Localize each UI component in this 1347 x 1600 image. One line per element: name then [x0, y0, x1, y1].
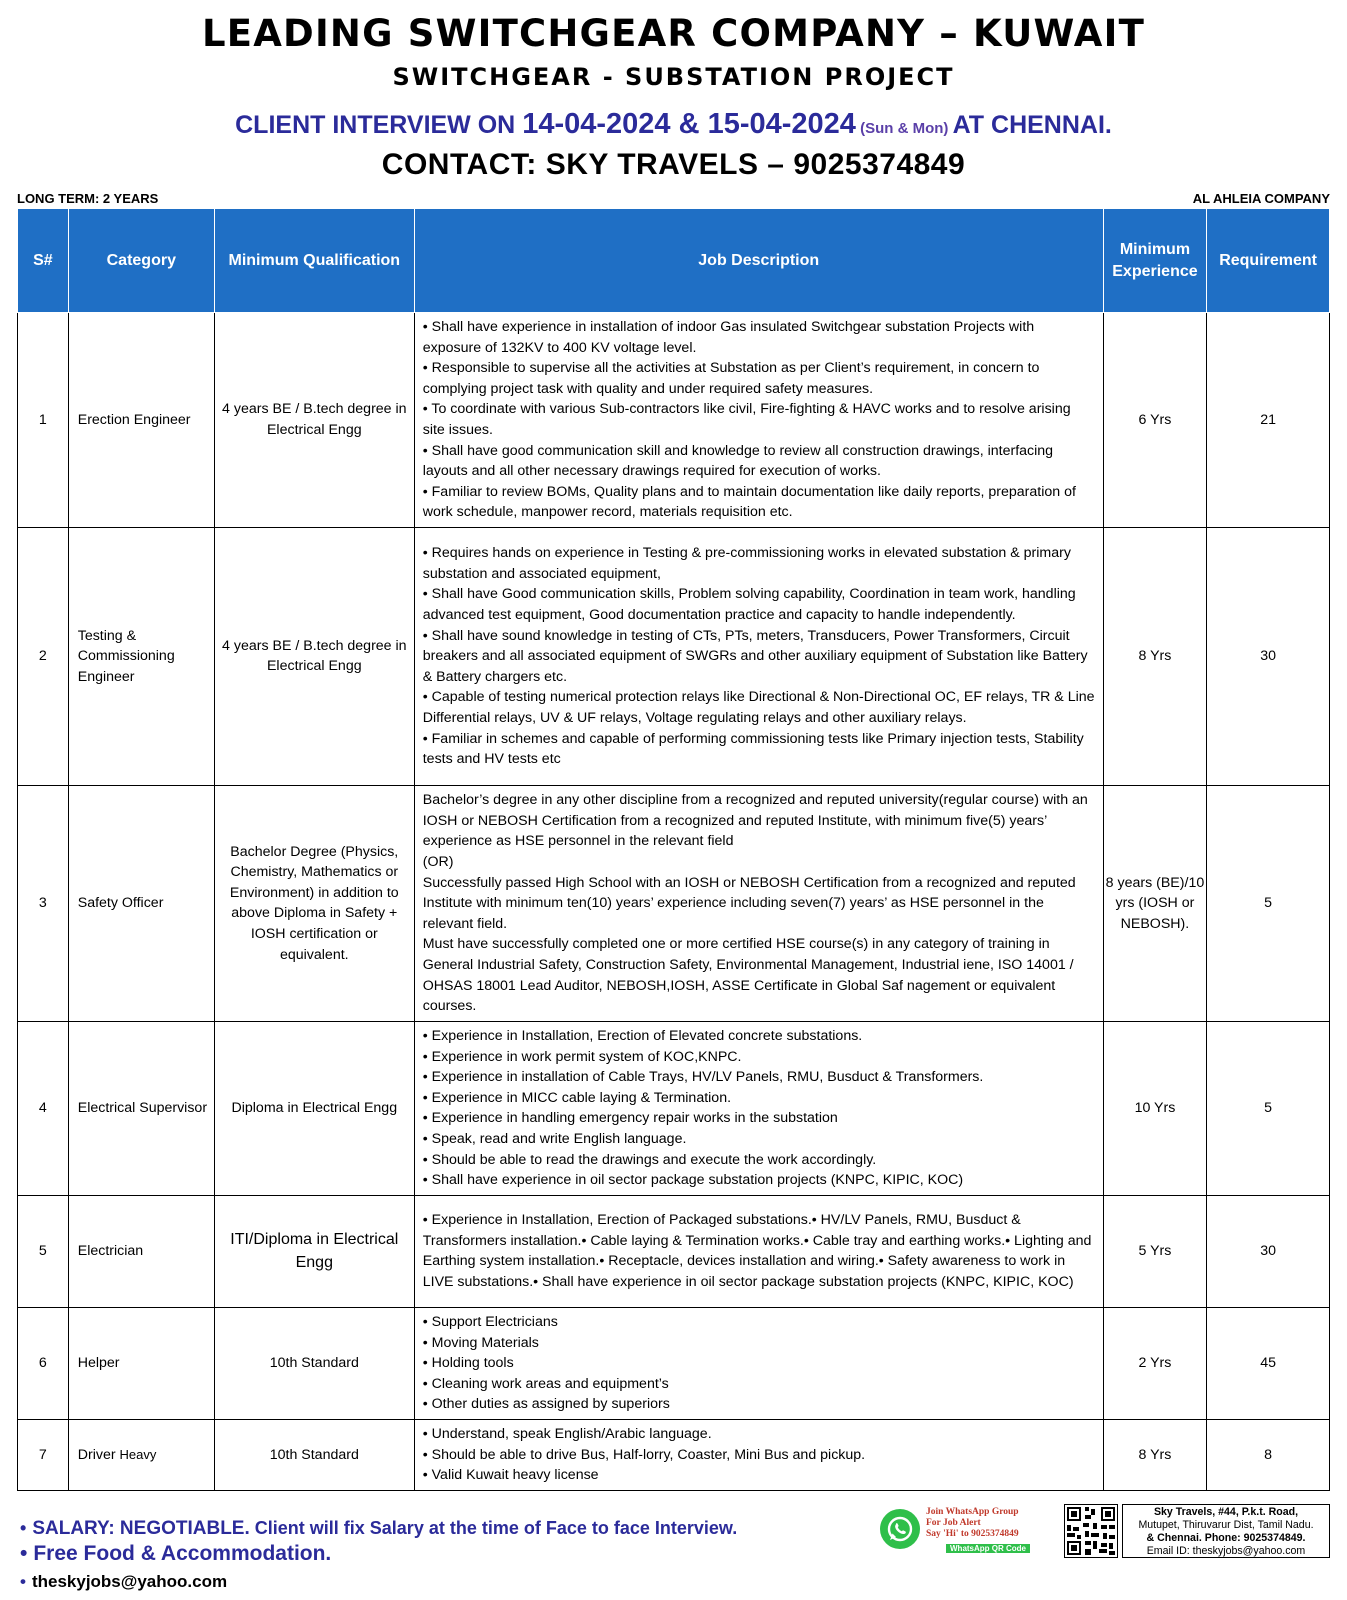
requirement: 5 — [1207, 785, 1330, 1021]
description-line: • Shall have experience in installation of indoor Gas insulated Switchgear substation Projects with exposure of 132KV to 400 KV voltage level. — [422, 319, 1035, 356]
table-row — [18, 1021, 1330, 1195]
contact-line: CONTACT: SKY TRAVELS – 9025374849 — [381, 148, 966, 181]
description-line: (OR) — [422, 853, 454, 870]
requirement: 30 — [1207, 1195, 1330, 1307]
description-line: • Moving Materials — [422, 1334, 539, 1351]
serial-number: 7 — [18, 1419, 69, 1490]
table-row — [18, 313, 1330, 528]
description-line: • Experience in Installation, Erection of Packaged substations.• HV/LV Panels, RMU, Busduct & Transformers installation.• Cable laying & Termination works.• Cable tray and earthing works.• Lighting and Earthing system installation.• Receptacle, devices installation and wiring.• Safety awareness to work in LIVE substations.• Shall have experience in oil sector package substation projects (KNPC, KIPIC, KOC) — [422, 1212, 1092, 1291]
table-row — [18, 527, 1330, 785]
qualification: Diploma in Electrical Engg — [214, 1021, 414, 1195]
description-line: • Capable of testing numerical protection relays like Directional & Non-Directional OC, EF relays, TR & Line Differential relays, UV & UF relays, Voltage regulating relays and other auxiliary relays. — [422, 689, 1095, 726]
description-line: • Valid Kuwait heavy license — [422, 1467, 599, 1484]
min-experience: 2 Yrs — [1103, 1307, 1206, 1419]
requirement: 5 — [1207, 1021, 1330, 1195]
serial-number: 1 — [18, 313, 69, 528]
description-line: • Shall have sound knowledge in testing of CTs, PTs, meters, Transducers, Power Transformers, Circuit breakers and all associated equipment of SWGRs and other auxiliary equipment of Substation like Battery & Battery chargers etc. — [422, 627, 1088, 685]
description-line: • Experience in MICC cable laying & Termination. — [422, 1089, 732, 1106]
long-term-label: LONG TERM: 2 YEARS — [17, 191, 159, 206]
job-description — [414, 1021, 1103, 1195]
table-row — [18, 1195, 1330, 1307]
description-line: • Shall have experience in oil sector package substation projects (KNPC, KIPIC, KOC) — [422, 1172, 964, 1189]
qr-code-icon[interactable] — [1064, 1504, 1118, 1558]
qualification: 10th Standard — [214, 1307, 414, 1419]
description-line: Successfully passed High School with an IOSH or NEBOSH Certification from a recognized and reputed Institute with minimum ten(10) years’ experience including seven(7) years’ as HSE personnel in the relevant field. — [422, 874, 1076, 932]
description-line: • Shall have Good communication skills, Problem solving capability, Coordination in team work, handling advanced test equipment, Good documentation practice and capacity to handle independently. — [422, 586, 1076, 623]
description-line: • Familiar to review BOMs, Quality plans and to maintain documentation like daily reports, preparation of work schedule, manpower record, materials requisition etc. — [422, 483, 1076, 521]
description-line: • Should be able to read the drawings and execute the work accordingly. — [422, 1151, 877, 1168]
column-header: Minimum Experience — [1103, 209, 1206, 313]
qualification: Bachelor Degree (Physics, Chemistry, Mathematics or Environment) in addition to above Diploma in Safety + IOSH certification or equivalent. — [214, 785, 414, 1021]
min-experience: 8 Yrs — [1103, 1419, 1206, 1490]
serial-number: 5 — [18, 1195, 69, 1307]
requirement: 30 — [1207, 527, 1330, 785]
category-name: Driver — [77, 1446, 116, 1463]
min-experience: 8 years (BE)/10 yrs (IOSH or NEBOSH). — [1103, 785, 1206, 1021]
column-header: Category — [68, 209, 214, 313]
category: Electrician — [68, 1195, 214, 1307]
whatsapp-text: Join WhatsApp Group For Job Alert Say 'Hi' to 9025374849 — [926, 1507, 1019, 1539]
email-line[interactable]: • theskyjobs@yahoo.com — [20, 1572, 228, 1591]
qualification: 4 years BE / B.tech degree in Electrical Engg — [214, 527, 414, 785]
column-header: Minimum Qualification — [214, 209, 414, 313]
description-line: • Support Electricians — [422, 1313, 558, 1330]
category: Testing & Commissioning Engineer — [68, 527, 214, 785]
qualification: 10th Standard — [214, 1419, 414, 1490]
qualification: ITI/Diploma in Electrical Engg — [214, 1195, 414, 1307]
table-row — [18, 1307, 1330, 1419]
qualification: 4 years BE / B.tech degree in Electrical Engg — [214, 313, 414, 528]
serial-number: 6 — [18, 1307, 69, 1419]
table-row — [18, 785, 1330, 1021]
min-experience: 5 Yrs — [1103, 1195, 1206, 1307]
whatsapp-qr-tag: WhatsApp QR Code — [946, 1544, 1030, 1553]
category-suffix: Heavy — [119, 1446, 157, 1462]
description-line: • Other duties as assigned by superiors — [422, 1396, 670, 1413]
requirement: 21 — [1207, 313, 1330, 528]
interview-line: CLIENT INTERVIEW ON 14-04-2024 & 15-04-2024 (Sun & Mon) AT CHENNAI. — [235, 108, 1112, 140]
description-line: • Requires hands on experience in Testing & pre-commissioning works in elevated substation & primary substation and associated equipment, — [422, 545, 1071, 582]
job-description — [414, 313, 1103, 528]
salary-line: • SALARY: NEGOTIABLE. Client will fix Salary at the time of Face to face Interview. — [20, 1518, 738, 1539]
description-line: • To coordinate with various Sub-contractors like civil, Fire-fighting & HAVC works and to resolve arising site issues. — [422, 401, 1071, 438]
description-line: • Experience in work permit system of KOC,KNPC. — [422, 1048, 742, 1065]
description-line: • Understand, speak English/Arabic language. — [422, 1425, 712, 1442]
job-description — [414, 1195, 1103, 1307]
table-row — [18, 1419, 1330, 1490]
category: Electrical Supervisor — [68, 1021, 214, 1195]
whatsapp-icon — [880, 1509, 920, 1549]
serial-number: 2 — [18, 527, 69, 785]
column-header: Job Description — [414, 209, 1103, 313]
job-description — [414, 1307, 1103, 1419]
description-line: • Responsible to supervise all the activities at Substation as per Client’s requirement, in concern to complying project task with quality and under required safety measures. — [422, 360, 1040, 397]
page-title: LEADING SWITCHGEAR COMPANY – KUWAIT — [201, 12, 1146, 55]
table-header-row — [18, 209, 1330, 313]
min-experience: 6 Yrs — [1103, 313, 1206, 528]
description-line: • Speak, read and write English language. — [422, 1131, 687, 1148]
requirement: 8 — [1207, 1419, 1330, 1490]
category: Safety Officer — [68, 785, 214, 1021]
column-header: Requirement — [1207, 209, 1330, 313]
description-line: • Shall have good communication skill and knowledge to review all construction drawings, interfacing layouts and all other necessary drawings required for execution of works. — [422, 442, 1054, 480]
description-line: • Experience in installation of Cable Trays, HV/LV Panels, RMU, Busduct & Transformers. — [422, 1069, 984, 1086]
job-description — [414, 1419, 1103, 1490]
job-description — [414, 527, 1103, 785]
description-line: • Should be able to drive Bus, Half-lorry, Coaster, Mini Bus and pickup. — [422, 1446, 866, 1463]
min-experience: 10 Yrs — [1103, 1021, 1206, 1195]
serial-number: 4 — [18, 1021, 69, 1195]
food-line: • Free Food & Accommodation. — [20, 1542, 332, 1565]
company-label: AL AHLEIA COMPANY — [1192, 191, 1330, 206]
description-line: Must have successfully completed one or more certified HSE course(s) in any category of training in General Industrial Safety, Construction Safety, Environmental Management, Industrial iene, ISO 14001 / OHSAS 18001 Lead Auditor, NEBOSH,IOSH, ASSE Certificate in Global Saf nagement or equivalent courses. — [422, 936, 1074, 1015]
category — [68, 1419, 214, 1490]
whatsapp-join-banner[interactable] — [880, 1506, 1060, 1552]
job-description — [414, 785, 1103, 1021]
description-line: • Holding tools — [422, 1355, 514, 1372]
jobs-table — [17, 208, 1330, 1491]
requirement: 45 — [1207, 1307, 1330, 1419]
min-experience: 8 Yrs — [1103, 527, 1206, 785]
description-line: • Cleaning work areas and equipment’s — [422, 1375, 669, 1392]
page-subtitle: SWITCHGEAR - SUBSTATION PROJECT — [392, 63, 955, 91]
contact-box: Sky Travels, #44, P.k.t. Road, Mutupet, Thiruvarur Dist, Tamil Nadu. & Chennai. Phone: 9025374849. Email ID: theskyjobs@yahoo.com — [1122, 1504, 1330, 1558]
description-line: • Experience in handling emergency repair works in the substation — [422, 1110, 838, 1127]
description-line: Bachelor’s degree in any other discipline from a recognized and reputed university(regular course) with an IOSH or NEBOSH Certification from a recognized and reputed Institute, with minimum five(5) years’ experience as HSE personnel in the relevant field — [422, 792, 1088, 850]
column-header: S# — [18, 209, 69, 313]
serial-number: 3 — [18, 785, 69, 1021]
description-line: • Familiar in schemes and capable of performing commissioning tests like Primary injection tests, Stability tests and HV tests etc — [422, 730, 1084, 768]
category: Erection Engineer — [68, 313, 214, 528]
category: Helper — [68, 1307, 214, 1419]
description-line: • Experience in Installation, Erection of Elevated concrete substations. — [422, 1028, 863, 1045]
